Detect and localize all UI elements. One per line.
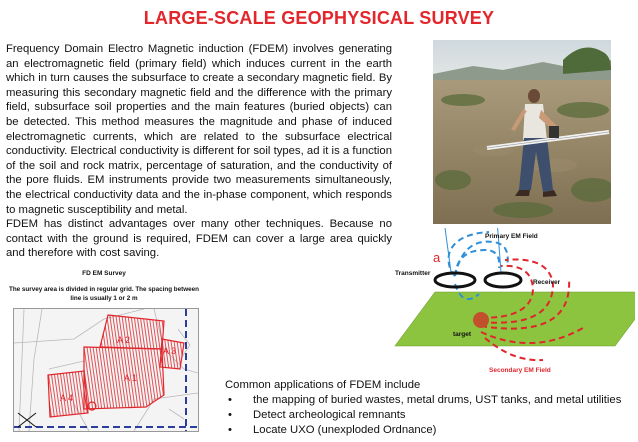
description-paragraph: Frequency Domain Electro Magnetic induction (FDEM) involves generating an electromagnetic field (primary field) which induces current in the earth which in turn causes the subsurface to create a secondary magnetic field. By measuring this secondary magnetic field and the difference with the primary field, subsurface soil properties and the main features (buried objects) can be detected. This method measures the magnitude and phase of induced electromagnetic currents, which are related to the subsurface electrical conductivity. Electrical conductivity is different for soil types, ad it is a function of the soil and rock matrix, percentage of saturation, and the conductivity of the pore fluids. EM instruments provide two measurements simultaneously, the electrical conductivity data and the in-phase component, which responds to magnetic susceptibility and metal. (6, 43, 392, 216)
fdem-diagram-drawing (393, 228, 635, 376)
survey-area-a2 (100, 315, 164, 349)
advantages-paragraph: FDEM has distinct advantages over many other techniques. Because no contact with the ground is required, FDEM can cover a large area quickly and therefore with cost saving. (6, 218, 392, 260)
primary-field-label: Primary EM Field (485, 233, 538, 240)
target-label: target (453, 331, 472, 338)
buried-target-icon (473, 312, 489, 328)
diagram-label-a: a (433, 250, 441, 265)
applications-list (225, 393, 637, 438)
transmitter-label: Transmitter (395, 270, 431, 277)
applications-section (225, 378, 637, 438)
map-label-a3: A 3 (163, 346, 177, 356)
receiver-label: Receiver (533, 279, 561, 286)
map-label-a2: A 2 (117, 335, 131, 345)
map-label-a4: A 4 (60, 393, 74, 403)
applications-intro: Common applications of FDEM include (225, 379, 421, 391)
map-label-a1: A 1 (124, 373, 138, 383)
field-survey-photo (433, 40, 611, 224)
survey-caption-text: The survey area is divided in regular grid. The spacing between line is usually 1 or 2 m (8, 286, 199, 302)
survey-grid-map (13, 308, 199, 432)
receiver-coil-icon (485, 273, 521, 287)
field-photo-illustration (433, 40, 611, 224)
page-title: LARGE-SCALE GEOPHYSICAL SURVEY (143, 8, 495, 28)
description-text (6, 42, 392, 261)
application-item: • Detect archeological remnants (225, 408, 637, 423)
fdem-diagram (393, 228, 635, 376)
ground-plane (395, 292, 635, 346)
application-item: • Locate UXO (unexploded Ordnance) (225, 423, 637, 438)
survey-map-drawing (14, 309, 198, 431)
secondary-field-label: Secondary EM Field (489, 367, 551, 374)
survey-caption-title: FD EM Survey (82, 270, 126, 277)
north-arrow-icon (18, 413, 36, 427)
application-item: • the mapping of buried wastes, metal drums, UST tanks, and metal utilities (225, 393, 637, 408)
